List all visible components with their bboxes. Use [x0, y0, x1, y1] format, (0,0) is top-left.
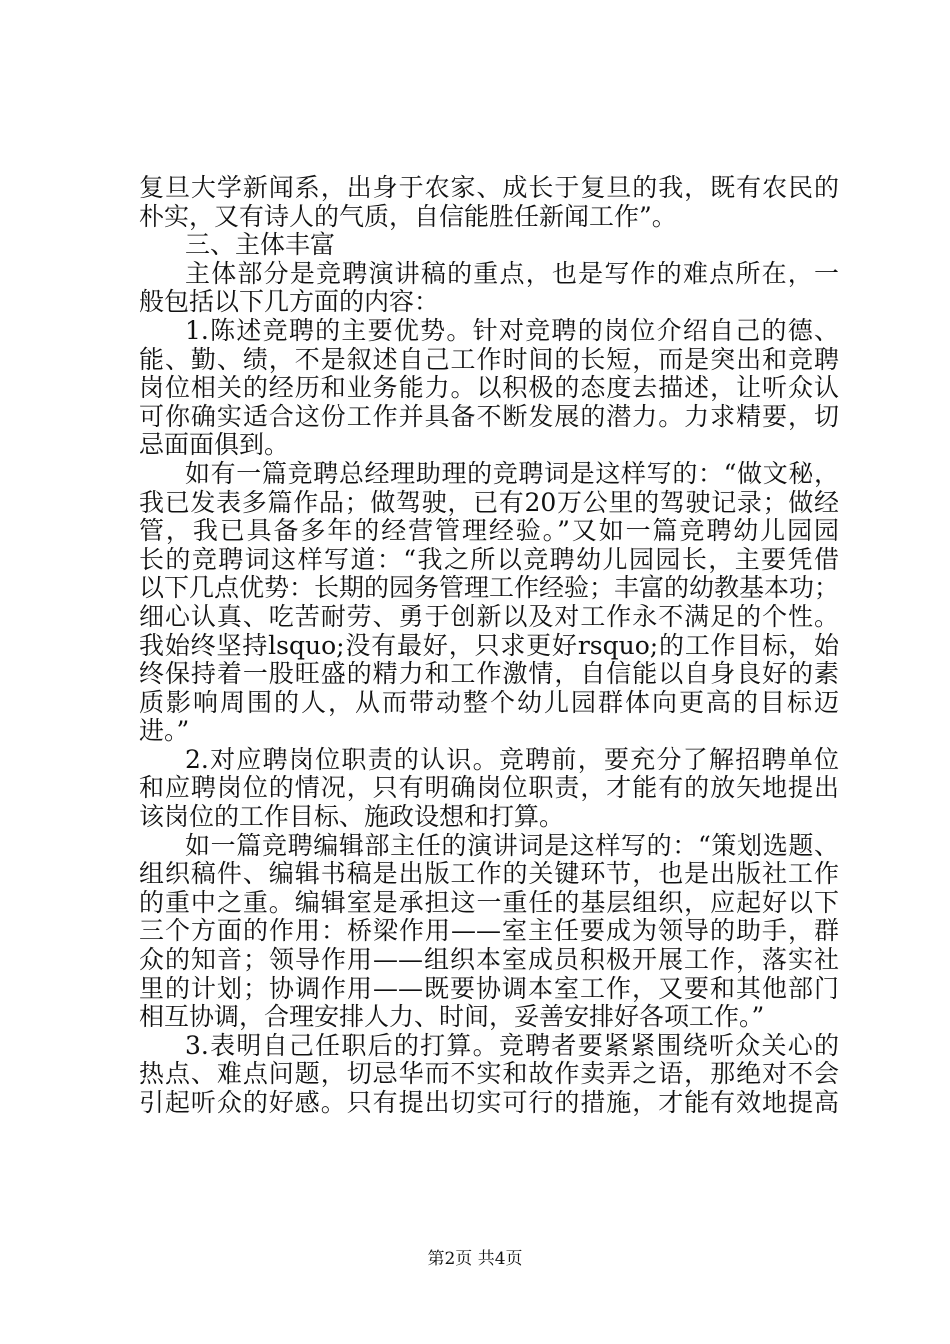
text-line: 里的计划；协调作用——既要协调本室工作，又要和其他部门: [139, 973, 839, 1003]
text-line: 朴实，又有诗人的气质，自信能胜任新闻工作”。: [139, 201, 677, 231]
text-line: 该岗位的工作目标、施政设想和打算。: [139, 802, 565, 832]
text-line: 和应聘岗位的情况，只有明确岗位职责，才能有的放矢地提出: [139, 773, 839, 803]
text-line: 组织稿件、编辑书稿是出版工作的关键环节，也是出版社工作: [139, 859, 839, 889]
text-line: 管，我已具备多年的经营管理经验。”又如一篇竞聘幼儿园园: [139, 516, 839, 546]
page-number: 第2页 共4页: [427, 1249, 523, 1269]
text-line: 相互协调，合理安排人力、时间，妥善安排好各项工作。”: [139, 1002, 765, 1032]
text-line: 众的知音；领导作用——组织本室成员积极开展工作，落实社: [139, 945, 839, 975]
text-line: 质影响周围的人，从而带动整个幼儿园群体向更高的目标迈: [139, 687, 839, 717]
text-line: 如一篇竞聘编辑部主任的演讲词是这样写的：“策划选题、: [185, 830, 839, 860]
text-line: 3.表明自己任职后的打算。竞聘者要紧紧围绕听众关心的: [185, 1030, 839, 1060]
text-line: 般包括以下几方面的内容：: [139, 287, 440, 317]
text-line: 2.对应聘岗位职责的认识。竞聘前，要充分了解招聘单位: [185, 744, 839, 774]
text-line: 进。”: [139, 716, 190, 746]
text-line: 终保持着一股旺盛的精力和工作激情，自信能以自身良好的素: [139, 659, 839, 689]
text-line: 忌面面俱到。: [139, 430, 290, 460]
text-line: 可你确实适合这份工作并具备不断发展的潜力。力求精要，切: [139, 401, 839, 431]
text-line: 复旦大学新闻系，出身于农家、成长于复旦的我，既有农民的: [139, 173, 839, 202]
text-line: 引起听众的好感。只有提出切实可行的措施，才能有效地提高: [139, 1088, 839, 1117]
text-line: 岗位相关的经历和业务能力。以积极的态度去描述，让听众认: [139, 373, 839, 403]
text-line: 主体部分是竞聘演讲稿的重点，也是写作的难点所在，一: [185, 258, 839, 288]
text-line: 1.陈述竞聘的主要优势。针对竞聘的岗位介绍自己的德、: [185, 315, 839, 345]
document-body: [139, 174, 839, 1118]
text-line: 能、勤、绩，不是叙述自己工作时间的长短，而是突出和竞聘: [139, 344, 839, 374]
text-line: 长的竞聘词这样写道：“我之所以竞聘幼儿园园长，主要凭借: [139, 544, 839, 574]
text-line: 如有一篇竞聘总经理助理的竞聘词是这样写的：“做文秘，: [185, 458, 839, 488]
text-line: 我始终坚持lsquo;没有最好，只求更好rsquo;的工作目标，始: [139, 630, 839, 660]
text-line: 细心认真、吃苦耐劳、勇于创新以及对工作永不满足的个性。: [139, 601, 839, 631]
section-heading: 三、主体丰富: [185, 230, 336, 260]
text-line: 三个方面的作用：桥梁作用——室主任要成为领导的助手，群: [139, 916, 839, 946]
text-line: 热点、难点问题，切忌华而不实和故作卖弄之语，那绝对不会: [139, 1059, 839, 1089]
text-line: 我已发表多篇作品；做驾驶，已有20万公里的驾驶记录；做经: [139, 487, 839, 517]
text-line: 以下几点优势：长期的园务管理工作经验；丰富的幼教基本功；: [139, 573, 840, 603]
text-line: 的重中之重。编辑室是承担这一重任的基层组织，应起好以下: [139, 887, 839, 917]
